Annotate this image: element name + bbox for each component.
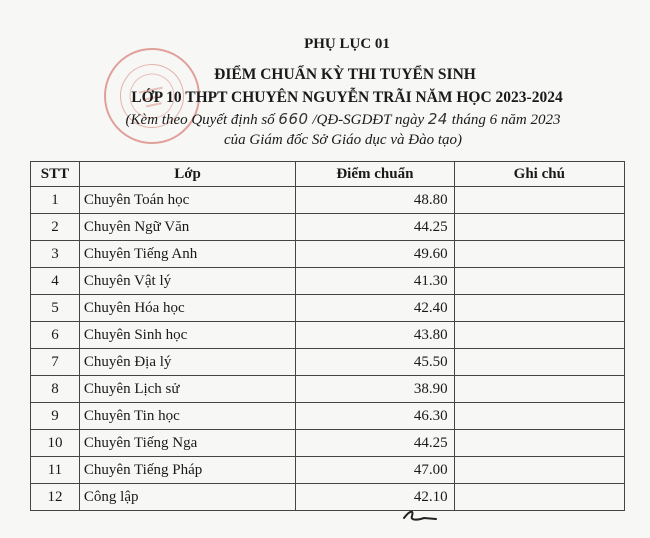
score-cell: 46.30 (296, 403, 454, 430)
score-cell: 41.30 (296, 268, 454, 295)
score-cell: 45.50 (296, 349, 454, 376)
issuing-authority: của Giám đốc Sở Giáo dục và Đào tạo) (224, 132, 462, 148)
table-row (31, 457, 625, 484)
class-cell: Chuyên Tiếng Nga (79, 430, 295, 457)
class-cell: Chuyên Tiếng Anh (79, 241, 295, 268)
decision-suffix: tháng 6 năm 2023 (447, 112, 561, 128)
note-cell (454, 349, 624, 376)
note-cell (454, 268, 624, 295)
table-row (31, 430, 625, 457)
score-cell: 42.10 (296, 484, 454, 511)
decision-reference (18, 110, 650, 129)
note-cell (454, 430, 624, 457)
score-cell: 44.25 (296, 214, 454, 241)
column-header-stt: STT (31, 162, 80, 187)
table-row (31, 376, 625, 403)
table-row (31, 484, 625, 511)
class-cell: Công lập (79, 484, 295, 511)
column-header-class: Lớp (79, 162, 295, 187)
note-cell (454, 457, 624, 484)
table-row (31, 349, 625, 376)
stt-cell: 12 (31, 484, 80, 511)
stt-cell: 1 (31, 187, 80, 214)
signature-mark (400, 506, 440, 526)
table-row (31, 187, 625, 214)
score-cell: 48.80 (296, 187, 454, 214)
score-cell: 44.25 (296, 430, 454, 457)
page-title-line-1: ĐIỂM CHUẨN KỲ THI TUYỂN SINH (214, 66, 476, 83)
stt-cell: 9 (31, 403, 80, 430)
stt-cell: 5 (31, 295, 80, 322)
score-cell: 38.90 (296, 376, 454, 403)
stt-cell: 4 (31, 268, 80, 295)
appendix-label: PHỤ LỤC 01 (304, 36, 390, 52)
class-cell: Chuyên Hóa học (79, 295, 295, 322)
class-cell: Chuyên Vật lý (79, 268, 295, 295)
stt-cell: 6 (31, 322, 80, 349)
table-header-row (31, 162, 625, 187)
stt-cell: 2 (31, 214, 80, 241)
class-cell: Chuyên Sinh học (79, 322, 295, 349)
note-cell (454, 214, 624, 241)
stt-cell: 7 (31, 349, 80, 376)
stt-cell: 11 (31, 457, 80, 484)
note-cell (454, 484, 624, 511)
table-row (31, 268, 625, 295)
class-cell: Chuyên Tiếng Pháp (79, 457, 295, 484)
class-cell: Chuyên Tin học (79, 403, 295, 430)
score-cell: 49.60 (296, 241, 454, 268)
table-row (31, 295, 625, 322)
note-cell (454, 322, 624, 349)
scores-table (30, 161, 625, 511)
decision-mid: /QĐ-SGDĐT ngày (308, 112, 428, 128)
page-title-line-2: LỚP 10 THPT CHUYÊN NGUYỄN TRÃI NĂM HỌC 2023-2024 (131, 89, 563, 106)
note-cell (454, 241, 624, 268)
class-cell: Chuyên Toán học (79, 187, 295, 214)
stt-cell: 3 (31, 241, 80, 268)
note-cell (454, 403, 624, 430)
column-header-note: Ghi chú (454, 162, 624, 187)
column-header-score: Điểm chuẩn (296, 162, 454, 187)
table-row (31, 403, 625, 430)
decision-day: 24 (427, 110, 448, 128)
class-cell: Chuyên Lịch sử (79, 376, 295, 403)
decision-number: 660 (278, 110, 309, 128)
note-cell (454, 376, 624, 403)
score-cell: 42.40 (296, 295, 454, 322)
note-cell (454, 187, 624, 214)
class-cell: Chuyên Địa lý (79, 349, 295, 376)
note-cell (454, 295, 624, 322)
table-row (31, 214, 625, 241)
class-cell: Chuyên Ngữ Văn (79, 214, 295, 241)
score-cell: 43.80 (296, 322, 454, 349)
decision-prefix: (Kèm theo Quyết định số (125, 112, 279, 128)
table-row (31, 241, 625, 268)
table-row (31, 322, 625, 349)
stt-cell: 10 (31, 430, 80, 457)
stt-cell: 8 (31, 376, 80, 403)
score-cell: 47.00 (296, 457, 454, 484)
